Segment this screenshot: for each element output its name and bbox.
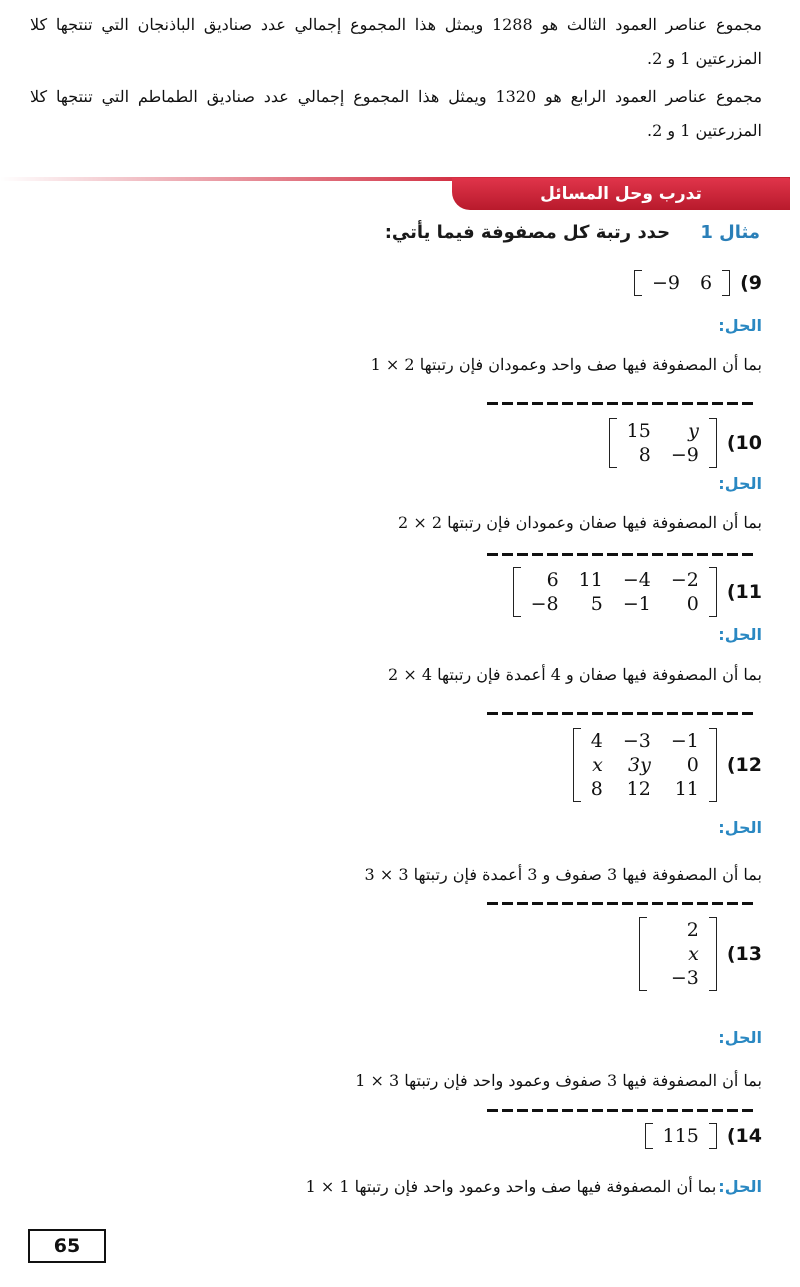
matrix-12 — [573, 728, 717, 802]
solution-text: بما أن المصفوفة فيها 3 صفوف وعمود واحد فإن رتبتها 3 × 1 — [355, 1071, 762, 1090]
bracket-left — [609, 418, 617, 468]
matrix-cell: x — [592, 754, 603, 776]
bracket-right — [709, 728, 717, 802]
problem-13 — [639, 917, 762, 991]
solution-label: الحل: — [718, 625, 762, 644]
intro-paragraph-2: مجموع عناصر العمود الرابع هو 1320 ويمثل هذا المجموع إجمالي عدد صناديق الطماطم التي تنتجها كلا المزرعتين 1 و 2. — [30, 87, 763, 140]
dash-separator — [487, 553, 755, 556]
problem-12 — [573, 728, 762, 802]
matrix-cell: −9 — [651, 272, 680, 294]
solution-label: الحل: — [718, 1177, 762, 1196]
example-heading — [385, 222, 760, 243]
bracket-left — [639, 917, 647, 991]
matrix-cell: 8 — [590, 778, 603, 800]
dash-separator — [487, 402, 755, 405]
matrix-9 — [634, 270, 730, 296]
intro-text — [30, 8, 762, 152]
solution-label: الحل: — [718, 1028, 762, 1047]
matrix-cell: 11 — [674, 778, 699, 800]
problem-number: (9 — [740, 272, 762, 294]
problem-11 — [513, 567, 762, 617]
matrix-cell: 11 — [578, 569, 603, 591]
page-number: 65 — [28, 1229, 106, 1263]
problem-number: (14 — [726, 1125, 762, 1147]
solution-label: الحل: — [718, 474, 762, 493]
matrix-cell: x — [688, 943, 699, 965]
dash-separator — [487, 1109, 755, 1112]
dash-separator — [487, 902, 755, 905]
matrix-cell: 6 — [546, 569, 559, 591]
solution-text: بما أن المصفوفة فيها صف واحد وعمودان فإن رتبتها 2 × 1 — [370, 355, 762, 374]
matrix-cell: −1 — [622, 593, 651, 615]
solution-text: بما أن المصفوفة فيها صفان وعمودان فإن رتبتها 2 × 2 — [398, 513, 762, 532]
matrix-10 — [609, 418, 717, 468]
bracket-left — [645, 1123, 653, 1149]
bracket-left — [573, 728, 581, 802]
solution-label: الحل: — [718, 818, 762, 837]
problem-10 — [609, 418, 762, 468]
matrix-cell: −2 — [670, 569, 699, 591]
problem-9 — [634, 270, 762, 296]
solution-text: بما أن المصفوفة فيها 3 صفوف و 3 أعمدة فإن رتبتها 3 × 3 — [364, 865, 762, 884]
solution-line-14 — [306, 1177, 762, 1196]
matrix-cell: 6 — [700, 272, 713, 294]
example-prompt: حدد رتبة كل مصفوفة فيما يأتي: — [384, 222, 671, 243]
problem-number: (13 — [726, 943, 762, 965]
matrix-cell: −4 — [622, 569, 651, 591]
bracket-right — [709, 1123, 717, 1149]
bracket-right — [709, 567, 717, 617]
matrix-cell: y — [688, 420, 699, 442]
matrix-cell: −1 — [670, 730, 699, 752]
section-banner: تدرب وحل المسائل — [452, 178, 790, 210]
example-tag: مثال 1 — [700, 222, 760, 243]
matrix-cell: 2 — [686, 919, 699, 941]
problem-number: (11 — [726, 581, 762, 603]
matrix-cell: 4 — [590, 730, 603, 752]
solution-text: بما أن المصفوفة فيها صف واحد وعمود واحد فإن رتبتها 1 × 1 — [305, 1177, 717, 1196]
matrix-11 — [513, 567, 717, 617]
bracket-left — [634, 270, 642, 296]
matrix-cell: 5 — [590, 593, 603, 615]
bracket-right — [722, 270, 730, 296]
bracket-right — [709, 917, 717, 991]
matrix-cell: 15 — [626, 420, 651, 442]
solution-text: بما أن المصفوفة فيها صفان و 4 أعمدة فإن رتبتها 4 × 2 — [388, 665, 762, 684]
matrix-cell: 0 — [686, 754, 699, 776]
bracket-left — [513, 567, 521, 617]
problem-14 — [645, 1123, 762, 1149]
matrix-cell: 115 — [662, 1125, 699, 1147]
matrix-cell: −9 — [670, 444, 699, 466]
problem-number: (10 — [726, 432, 762, 454]
dash-separator — [487, 712, 755, 715]
matrix-cell: −3 — [670, 967, 699, 989]
matrix-cell: 12 — [626, 778, 651, 800]
matrix-14 — [645, 1123, 717, 1149]
matrix-cell: 3y — [628, 754, 651, 776]
matrix-cell: −3 — [622, 730, 651, 752]
solution-label: الحل: — [718, 316, 762, 335]
intro-paragraph-1: مجموع عناصر العمود الثالث هو 1288 ويمثل هذا المجموع إجمالي عدد صناديق الباذنجان التي تنتجها كلا المزرعتين 1 و 2. — [30, 15, 763, 68]
matrix-cell: 0 — [686, 593, 699, 615]
bracket-right — [709, 418, 717, 468]
problem-number: (12 — [726, 754, 762, 776]
matrix-cell: −8 — [530, 593, 559, 615]
matrix-13 — [639, 917, 717, 991]
matrix-cell: 8 — [638, 444, 651, 466]
